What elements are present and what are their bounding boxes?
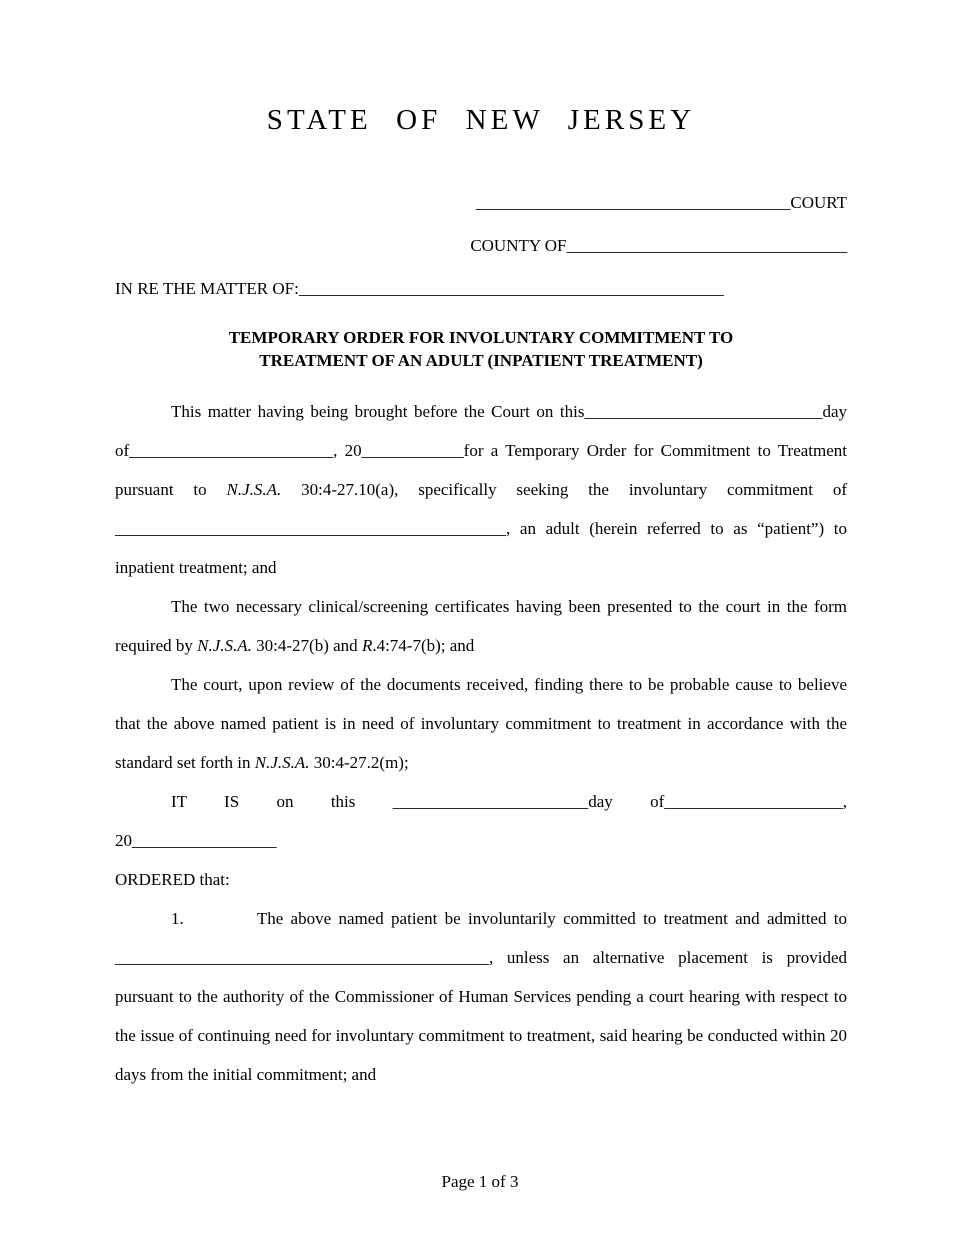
paragraph-it-is bbox=[115, 782, 847, 860]
text-run: IT IS on this bbox=[171, 792, 393, 811]
fill-in-blank: _________________ bbox=[132, 831, 277, 850]
fill-in-blank: _____________________ bbox=[664, 792, 843, 811]
text-run: ORDERED that: bbox=[115, 870, 230, 889]
court-name-blank: _____________________________________ bbox=[475, 193, 791, 212]
text-run: The above named patient be involuntarily committed to treatment and admitted to bbox=[256, 909, 848, 928]
text-run: 30:4-27.2(m); bbox=[309, 753, 409, 772]
citation: R bbox=[361, 636, 373, 655]
fill-in-blank: ______________________________________________ bbox=[115, 519, 506, 538]
text-run: This matter having being brought before the Court on this bbox=[171, 402, 585, 421]
fill-in-blank: ________________________ bbox=[129, 441, 334, 460]
county-name-blank: _________________________________ bbox=[566, 236, 847, 255]
in-re-label: IN RE THE MATTER OF: bbox=[115, 279, 299, 298]
fill-in-blank: ____________________________ bbox=[584, 402, 823, 421]
order-heading-line-2: TREATMENT OF AN ADULT (INPATIENT TREATMENT) bbox=[259, 351, 703, 370]
text-run: day of bbox=[588, 792, 665, 811]
fill-in-blank: _______________________ bbox=[392, 792, 589, 811]
court-label: COURT bbox=[790, 193, 847, 212]
paragraph-recital-1 bbox=[115, 392, 847, 587]
caption-block bbox=[115, 181, 847, 310]
in-re-line bbox=[115, 267, 847, 310]
county-line bbox=[115, 224, 847, 267]
text-run: , 20 bbox=[333, 441, 362, 460]
text-run: , 20 bbox=[115, 792, 847, 850]
citation: N.J.S.A. bbox=[226, 480, 282, 499]
document-title: STATE OF NEW JERSEY bbox=[266, 104, 696, 136]
text-run: .4:74-7(b); and bbox=[372, 636, 475, 655]
tab-space bbox=[184, 909, 257, 928]
paragraph-order-item-1 bbox=[115, 899, 847, 1094]
text-run: The court, upon review of the documents received, finding there to be probable cause to believe that the above named patient is in need of involuntary commitment to treatment in accordance with the standard set forth in bbox=[115, 675, 847, 772]
page-number: Page 1 of 3 bbox=[441, 1172, 519, 1191]
citation: N.J.S.A. bbox=[254, 753, 310, 772]
paragraph-ordered bbox=[115, 860, 847, 899]
text-run: day of bbox=[115, 402, 847, 460]
fill-in-blank: ____________________________________________ bbox=[115, 948, 489, 967]
in-re-blank: __________________________________________________ bbox=[298, 279, 724, 298]
text-run: , an adult (herein referred to as “patient”) to inpatient treatment; and bbox=[115, 519, 847, 577]
text-run: , unless an alternative placement is provided pursuant to the authority of the Commissioner of Human Services pending a court hearing with respect to the issue of continuing need for involuntary commitment to treatment, said hearing be conducted within 20 days from the initial commitment; and bbox=[115, 948, 847, 1084]
document-content bbox=[0, 104, 960, 1094]
text-run: 30:4-27.10(a), specifically seeking the involuntary commitment of bbox=[281, 480, 847, 499]
text-run: for a Temporary Order for Commitment to Treatment pursuant to bbox=[115, 441, 847, 499]
text-run: The two necessary clinical/screening certificates having been presented to the court in the form required by bbox=[115, 597, 847, 655]
citation: N.J.S.A. bbox=[197, 636, 252, 655]
document-body bbox=[115, 392, 847, 1094]
order-heading-line-1: TEMPORARY ORDER FOR INVOLUNTARY COMMITMENT TO bbox=[228, 328, 734, 347]
text-run: 1. bbox=[171, 909, 184, 928]
county-label: COUNTY OF bbox=[470, 236, 567, 255]
court-line bbox=[115, 181, 847, 224]
order-heading bbox=[115, 326, 847, 372]
text-run: 30:4-27(b) and bbox=[251, 636, 362, 655]
paragraph-recital-3 bbox=[115, 665, 847, 782]
paragraph-recital-2 bbox=[115, 587, 847, 665]
fill-in-blank: ____________ bbox=[361, 441, 464, 460]
